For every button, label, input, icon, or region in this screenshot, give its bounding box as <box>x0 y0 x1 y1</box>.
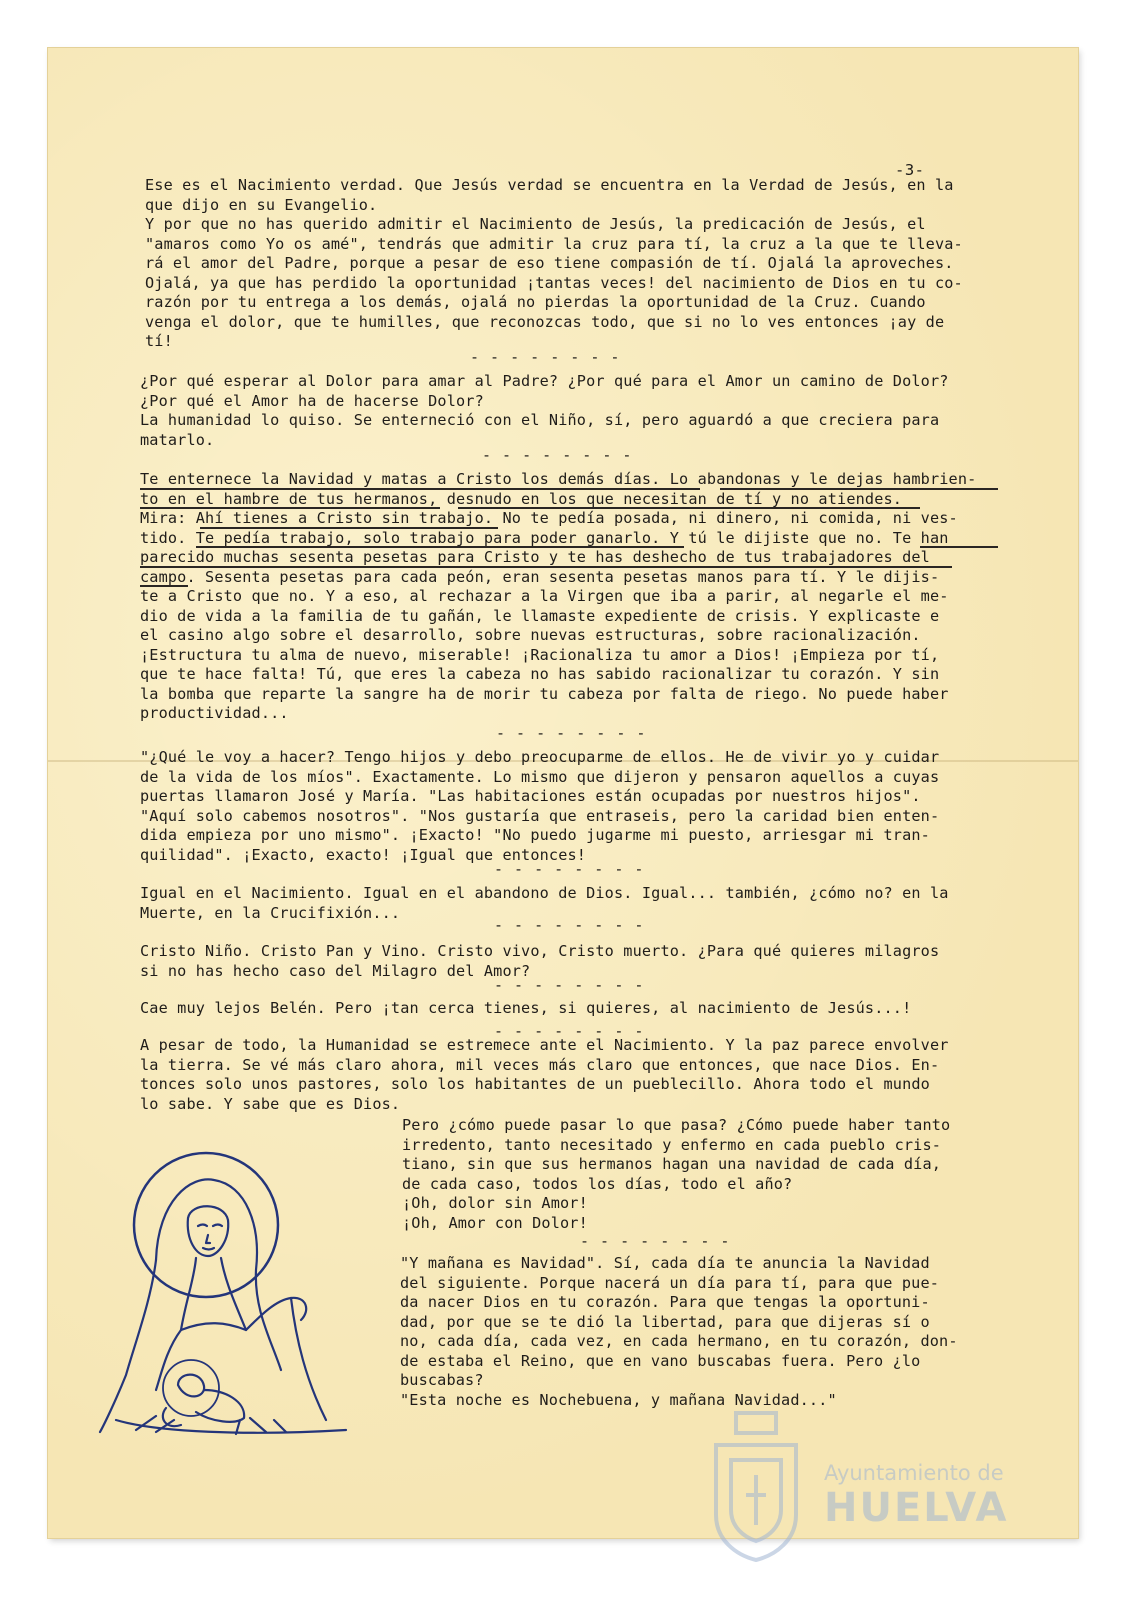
underline <box>720 488 998 490</box>
separator-4: - - - - - - - - <box>494 860 645 878</box>
paragraph-5: Igual en el Nacimiento. Igual en el abandono de Dios. Igual... también, ¿cómo no? en la Muerte, en la Crucifixión... <box>140 884 949 922</box>
separator-7: - - - - - - - - <box>494 1022 645 1040</box>
separator-2: - - - - - - - - <box>482 446 633 464</box>
separator-6: - - - - - - - - <box>494 976 645 994</box>
underline <box>200 527 498 529</box>
paragraph-7: Cae muy lejos Belén. Pero ¡tan cerca tienes, si quieres, al nacimiento de Jesús...! <box>140 999 912 1017</box>
underline <box>140 507 440 509</box>
page-number: -3- <box>895 161 925 179</box>
paragraph-8: A pesar de todo, la Humanidad se estremece ante el Nacimiento. Y la paz parece envolver la tierra. Se vé más claro ahora, mil veces más claro que entonces, que nace Dios. En- tonces solo unos pastores, solo los habitantes de un pueblecillo. Ahora todo el mundo lo sabe. Y sabe que es Dios. <box>140 1036 949 1113</box>
underline <box>458 507 920 509</box>
underline <box>196 546 684 548</box>
paragraph-2: ¿Por qué esperar al Dolor para amar al Padre? ¿Por qué para el Amor un camino de Dolor? ¿Por qué el Amor ha de hacerse Dolor? La humanidad lo quiso. Se enterneció con el Niño, sí, pero aguardó a que creciera para matarlo. <box>140 372 949 449</box>
coat-of-arms-icon <box>696 1405 816 1565</box>
archive-watermark <box>696 1405 1036 1565</box>
paragraph-4: "¿Qué le voy a hacer? Tengo hijos y debo preocuparme de ellos. He de vivir yo y cuidar de la vida de los míos". Exactamente. Lo mismo que dijeron y pensaron aquellos a cuyas puertas llamaron José y María. "Las habitaciones están ocupadas por nuestros hijos". "Aquí solo cabemos nosotros". "Nos gustaría que entraseis, pero la caridad bien enten- dida empieza por uno mismo". ¡Exacto! "No puedo jugarme mi puesto, arriesgar mi tran- quilidad". ¡Exacto, exacto! ¡Igual que entonces! <box>140 748 940 864</box>
paragraph-1: Ese es el Nacimiento verdad. Que Jesús verdad se encuentra en la Verdad de Jesús, en la que dijo en su Evangelio. Y por que no has querido admitir el Nacimiento de Jesús, la predicación de Jesús, el "amaros como Yo os amé", tendrás que admitir la cruz para tí, la cruz a la que te lleva- rá el amor del Padre, porque a pesar de eso tiene compasión de tí. Ojalá la aproveches. Ojalá, ya que has perdido la oportunidad ¡tantas veces! del nacimiento de Dios en tu co- razón por tu entrega a los demás, ojalá no pierdas la oportunidad de la Cruz. Cuando venga el dolor, que te humilles, que reconozcas todo, que si no lo ves entonces ¡ay de tí! <box>145 176 963 350</box>
underline <box>140 585 188 587</box>
separator-3: - - - - - - - - <box>496 724 647 742</box>
paragraph-6: Cristo Niño. Cristo Pan y Vino. Cristo vivo, Cristo muerto. ¿Para qué quieres milagros si no has hecho caso del Milagro del Amor? <box>140 942 940 980</box>
separator-1: - - - - - - - - <box>470 348 621 366</box>
separator-8: - - - - - - - - <box>580 1232 731 1250</box>
underline <box>920 546 998 548</box>
watermark-line2: HUELVA <box>824 1485 1009 1531</box>
underline <box>140 488 700 490</box>
paragraph-3: Te enternece la Navidad y matas a Cristo los demás días. Lo abandonas y le dejas hambrien- to en el hambre de tus hermanos, desnudo en los que necesitan de tí y no atiendes. Mira: Ahí tienes a Cristo sin trabajo. No te pedía posada, ni dinero, ni comida, ni ves- tido. Te pedía trabajo, solo trabajo para poder ganarlo. Y tú le dijiste que no. Te han parecido muchas sesenta pesetas para Cristo y te has deshecho de tus trabajadores del campo. Sesenta pesetas para cada peón, eran sesenta pesetas manos para tí. Y le dijis- te a Cristo que no. Y a eso, al rechazar a la Virgen que iba a parir, al negarle el me- dio de vida a la familia de tu gañán, le llamaste expediente de crisis. Y explicaste e el casino algo sobre el desarrollo, sobre nuevas estructuras, sobre racionalización. ¡Estructura tu alma de nuevo, miserable! ¡Racionaliza tu amor a Dios! ¡Empieza por tí, que te hace falta! Tú, que eres la cabeza no has sabido racionalizar tu corazón. Y sin la bomba que reparte la sangre ha de morir tu cabeza por falta de riego. No puede haber productividad... <box>140 470 977 722</box>
paragraph-9: Pero ¿cómo puede pasar lo que pasa? ¿Cómo puede haber tanto irredento, tanto necesitado y enfermo en cada pueblo cris- tiano, sin que sus hermanos hagan una navidad de cada día, de cada caso, todos los días, todo el año? ¡Oh, dolor sin Amor! ¡Oh, Amor con Dolor! <box>402 1116 951 1232</box>
watermark-line1: Ayuntamiento de <box>824 1461 1004 1485</box>
virgin-and-child-drawing <box>96 1140 356 1440</box>
separator-5: - - - - - - - - <box>494 916 645 934</box>
paragraph-10: "Y mañana es Navidad". Sí, cada día te anuncia la Navidad del siguiente. Porque nacerá un día para tí, para que pue- da nacer Dios en tu corazón. Para que tengas la oportuni- dad, por que se te dió la libertad, para que dijeras sí o no, cada día, cada vez, en cada hermano, en tu corazón, don- de estaba el Reino, que en vano buscabas fuera. Pero ¿lo buscabas? "Esta noche es Nochebuena, y mañana Navidad..." <box>400 1254 958 1409</box>
underline <box>140 566 952 568</box>
